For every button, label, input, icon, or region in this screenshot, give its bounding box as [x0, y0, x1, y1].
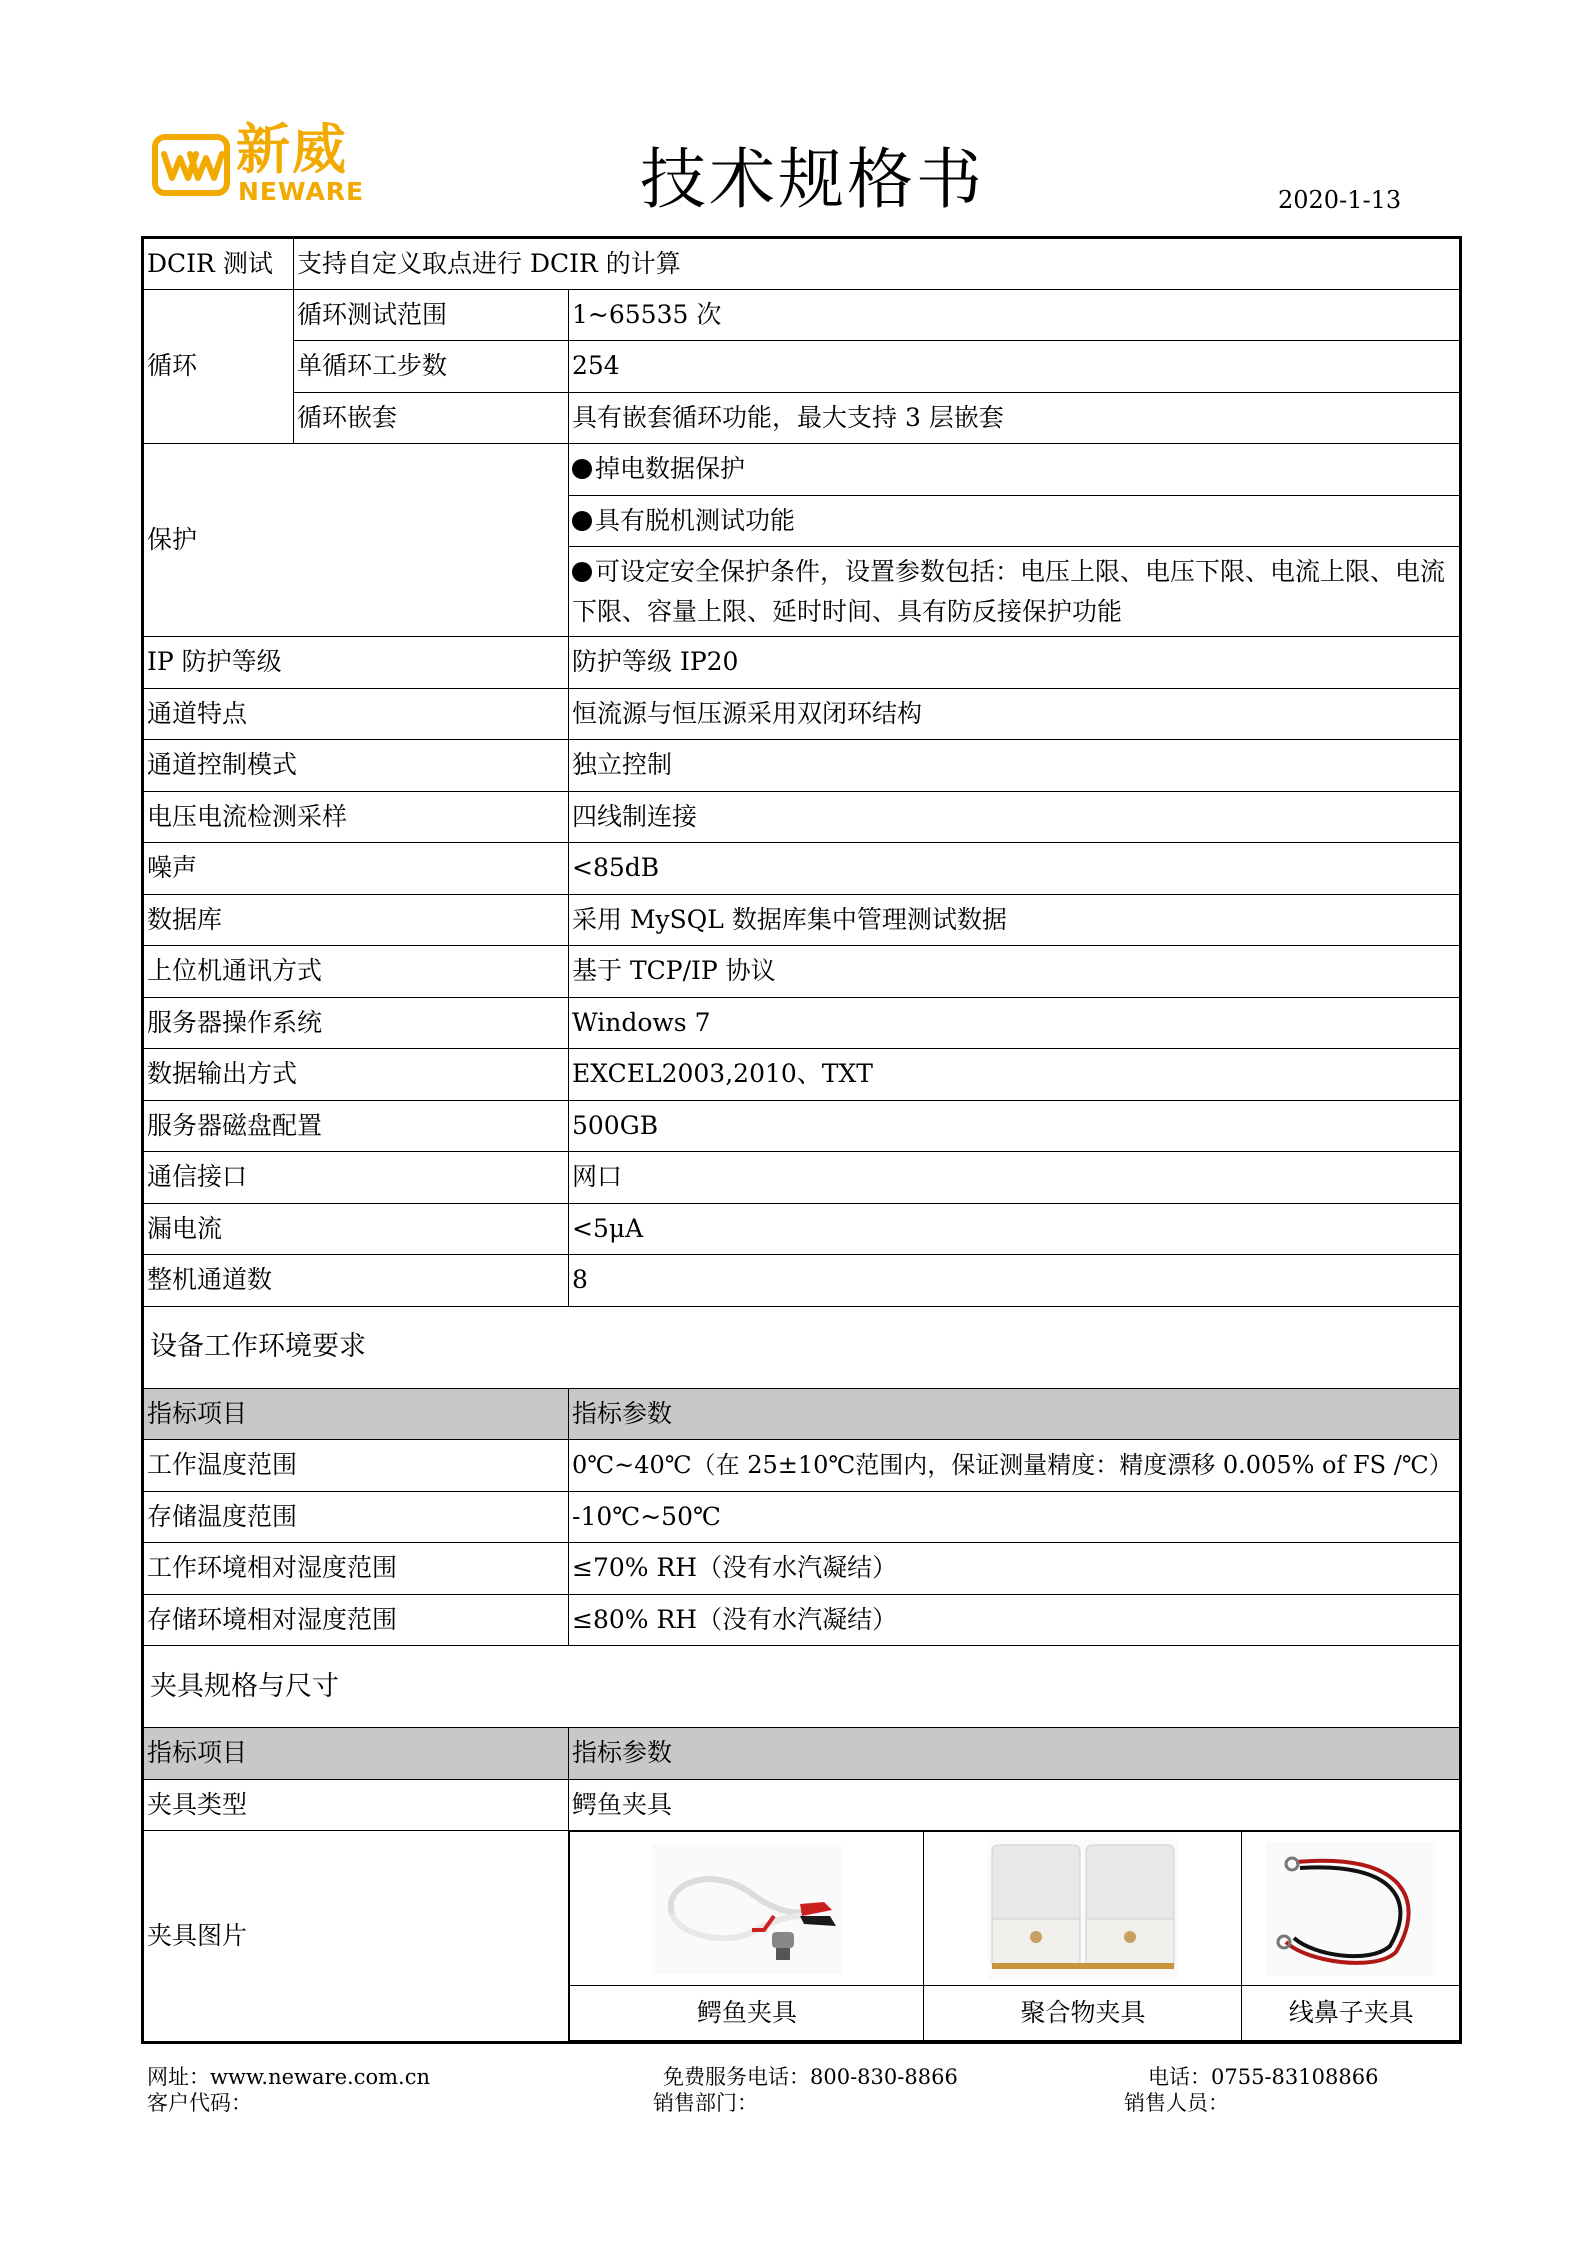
bullet-icon	[572, 511, 592, 531]
fixture-image-cell	[1242, 1832, 1460, 1986]
table-row	[143, 1049, 1461, 1101]
protect-item-text: 具有脱机测试功能	[595, 505, 796, 535]
logo-text-en: NEWARE	[238, 177, 365, 206]
sub-label: 单循环工步数	[294, 341, 569, 393]
row-value: Windows 7	[569, 997, 1461, 1049]
fixture-caption: 聚合物夹具	[924, 1986, 1242, 2041]
section-title: 设备工作环境要求	[143, 1306, 1461, 1388]
row-value: 四线制连接	[569, 791, 1461, 843]
row-label: 服务器操作系统	[143, 997, 569, 1049]
table-row	[143, 1831, 1461, 2043]
row-label: 工作温度范围	[143, 1440, 569, 1492]
protect-item	[569, 444, 1461, 496]
fixture-caption: 线鼻子夹具	[1242, 1986, 1460, 2041]
table-row	[143, 688, 1461, 740]
row-value: 独立控制	[569, 740, 1461, 792]
neware-logo-icon	[150, 124, 232, 206]
row-value: <5μA	[569, 1203, 1461, 1255]
row-label: 漏电流	[143, 1203, 569, 1255]
row-value: 防护等级 IP20	[569, 637, 1461, 689]
row-label: 服务器磁盘配置	[143, 1100, 569, 1152]
footer-customer-code: 客户代码：	[147, 2091, 252, 2115]
table-row	[143, 1543, 1461, 1595]
footer-hotline: 免费服务电话：800-830-8866	[663, 2065, 958, 2089]
row-label: 循环	[143, 289, 294, 444]
row-value: 采用 MySQL 数据库集中管理测试数据	[569, 894, 1461, 946]
lug-clip-image	[1266, 1842, 1436, 1976]
logo-text-cn: 新威	[236, 118, 348, 181]
row-label: 通道特点	[143, 688, 569, 740]
row-label: 工作环境相对湿度范围	[143, 1543, 569, 1595]
row-label: 夹具图片	[143, 1831, 569, 2043]
table-row	[143, 444, 1461, 496]
row-label: 保护	[143, 444, 569, 637]
footer-website: 网址：www.neware.com.cn	[147, 2065, 430, 2089]
row-value: 8	[569, 1255, 1461, 1307]
protect-item-text: 可设定安全保护条件，设置参数包括：电压上限、电压下限、电流上限、电流下限、容量上限、延时时间、具有防反接保护功能	[572, 556, 1446, 626]
row-value: ≤70% RH（没有水汽凝结）	[569, 1543, 1461, 1595]
table-row	[143, 946, 1461, 998]
footer-sales-dept: 销售部门：	[653, 2091, 758, 2115]
column-header: 指标项目	[143, 1728, 569, 1780]
bullet-icon	[572, 459, 592, 479]
table-row	[143, 791, 1461, 843]
row-value: 恒流源与恒压源采用双闭环结构	[569, 688, 1461, 740]
row-label: 夹具类型	[143, 1779, 569, 1831]
row-label: 存储温度范围	[143, 1491, 569, 1543]
row-label: 通道控制模式	[143, 740, 569, 792]
table-row	[143, 1594, 1461, 1646]
protect-item-text: 掉电数据保护	[595, 454, 746, 484]
footer-sales-person: 销售人员：	[1124, 2091, 1229, 2115]
row-value: 500GB	[569, 1100, 1461, 1152]
table-row	[143, 637, 1461, 689]
document-date: 2020-1-13	[1278, 186, 1402, 214]
column-header: 指标参数	[569, 1388, 1461, 1440]
row-value: ≤80% RH（没有水汽凝结）	[569, 1594, 1461, 1646]
table-row	[143, 1491, 1461, 1543]
table-row	[143, 1100, 1461, 1152]
row-label: 噪声	[143, 843, 569, 895]
table-row	[143, 1152, 1461, 1204]
table-row	[143, 843, 1461, 895]
row-label: 数据输出方式	[143, 1049, 569, 1101]
footer-phone: 电话：0755-83108866	[1148, 2065, 1379, 2089]
row-value: 254	[569, 341, 1461, 393]
fixture-image-cell	[924, 1832, 1242, 1986]
row-value: EXCEL2003,2010、TXT	[569, 1049, 1461, 1101]
table-row	[143, 238, 1461, 290]
row-label: 通信接口	[143, 1152, 569, 1204]
row-label: DCIR 测试	[143, 238, 294, 290]
alligator-clip-image	[652, 1844, 842, 1974]
table-row	[143, 1203, 1461, 1255]
neware-logo	[150, 120, 372, 206]
table-row	[143, 289, 1461, 341]
table-row	[143, 1440, 1461, 1492]
row-value: 支持自定义取点进行 DCIR 的计算	[294, 238, 1461, 290]
sub-label: 循环测试范围	[294, 289, 569, 341]
row-label: 电压电流检测采样	[143, 791, 569, 843]
section-row	[143, 1646, 1461, 1728]
row-value: 基于 TCP/IP 协议	[569, 946, 1461, 998]
table-row	[143, 997, 1461, 1049]
table-row	[143, 1779, 1461, 1831]
header-row	[143, 1728, 1461, 1780]
row-label: 数据库	[143, 894, 569, 946]
spec-table	[141, 236, 1462, 2044]
section-row	[143, 1306, 1461, 1388]
column-header: 指标参数	[569, 1728, 1461, 1780]
row-value: 具有嵌套循环功能，最大支持 3 层嵌套	[569, 392, 1461, 444]
row-label: IP 防护等级	[143, 637, 569, 689]
row-value: 鳄鱼夹具	[569, 1779, 1461, 1831]
polymer-clip-image	[988, 1839, 1178, 1979]
row-value: 网口	[569, 1152, 1461, 1204]
row-value: -10℃~50℃	[569, 1491, 1461, 1543]
fixture-image-cell	[570, 1832, 924, 1986]
document-title: 技术规格书	[640, 141, 985, 218]
row-label: 上位机通讯方式	[143, 946, 569, 998]
protect-item	[569, 495, 1461, 547]
fixture-image-grid	[569, 1831, 1460, 2041]
table-row	[143, 341, 1461, 393]
row-value: 0℃~40℃（在 25±10℃范围内，保证测量精度：精度漂移 0.005% of FS /℃）	[569, 1440, 1461, 1492]
section-title: 夹具规格与尺寸	[143, 1646, 1461, 1728]
fixture-caption: 鳄鱼夹具	[570, 1986, 924, 2041]
table-row	[143, 1255, 1461, 1307]
row-value: 1~65535 次	[569, 289, 1461, 341]
table-row	[143, 392, 1461, 444]
fixture-images	[569, 1831, 1461, 2043]
table-row	[143, 740, 1461, 792]
row-value: <85dB	[569, 843, 1461, 895]
column-header: 指标项目	[143, 1388, 569, 1440]
row-label: 存储环境相对湿度范围	[143, 1594, 569, 1646]
row-label: 整机通道数	[143, 1255, 569, 1307]
header-row	[143, 1388, 1461, 1440]
protect-item	[569, 547, 1461, 637]
table-row	[143, 894, 1461, 946]
bullet-icon	[572, 562, 592, 582]
sub-label: 循环嵌套	[294, 392, 569, 444]
